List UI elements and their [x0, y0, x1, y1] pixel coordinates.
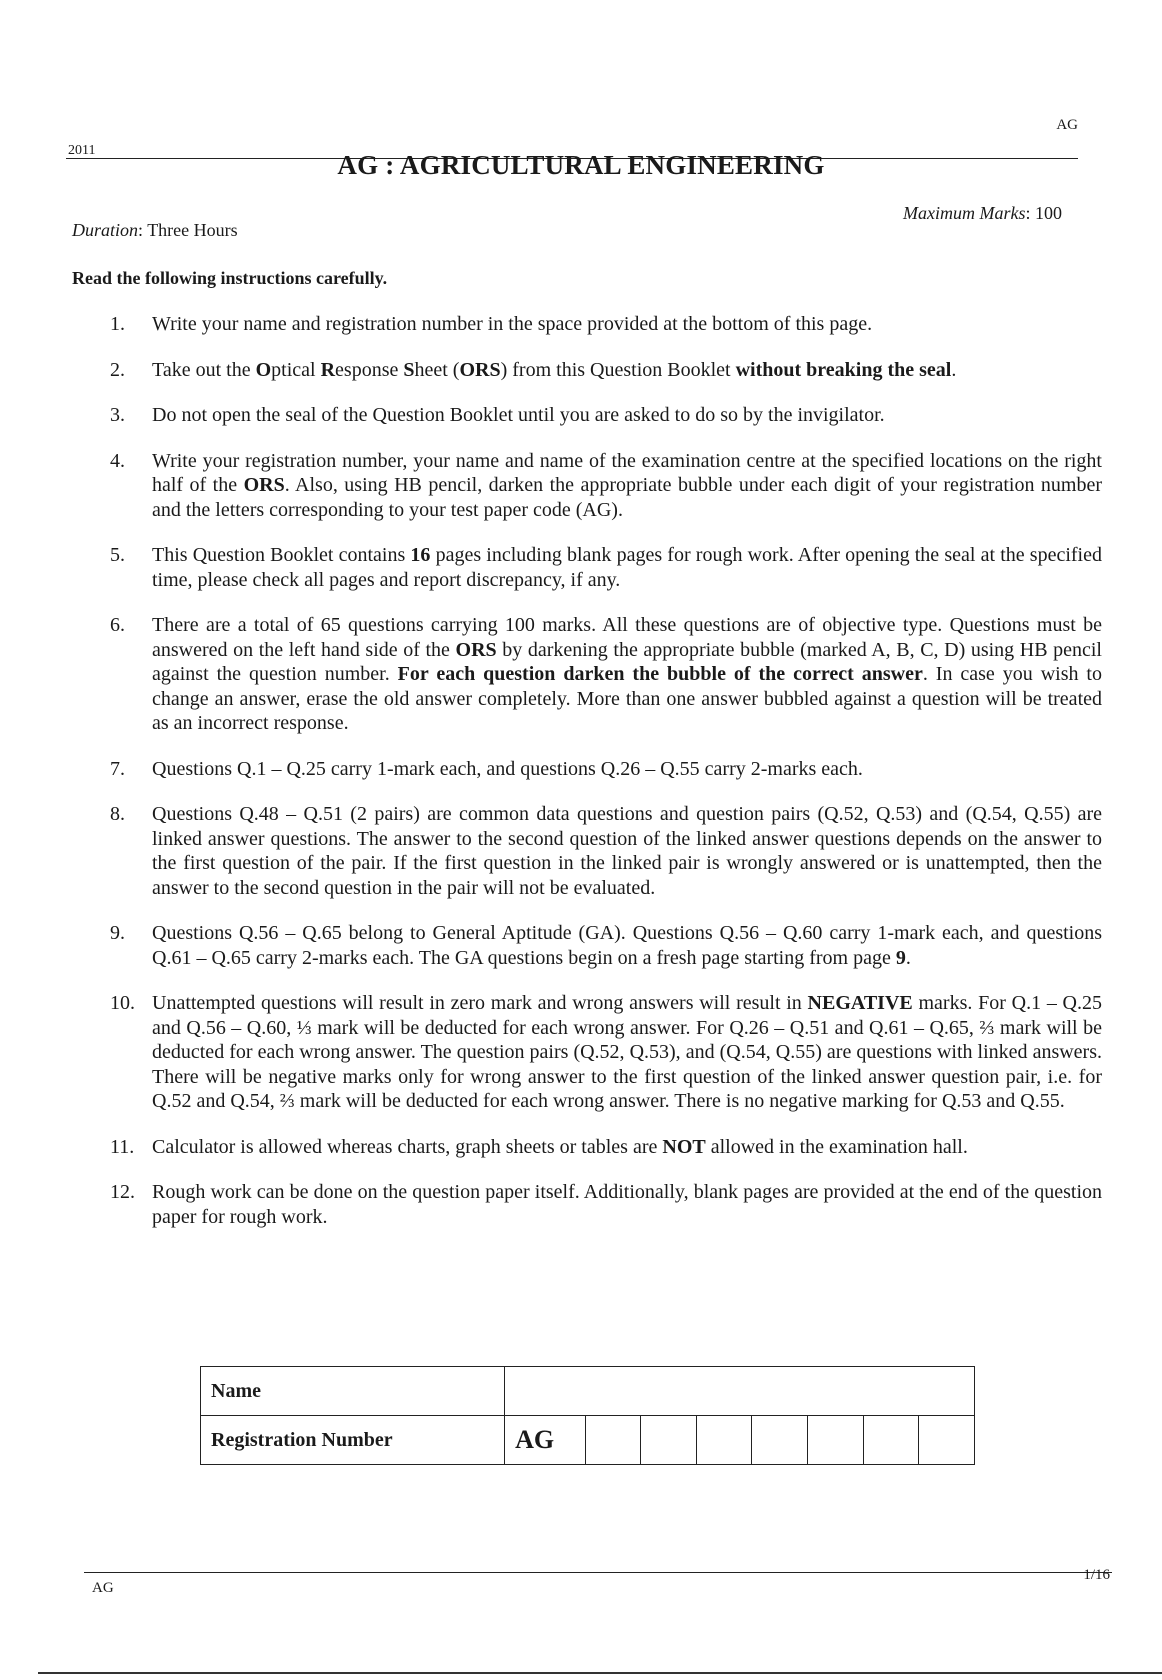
- registration-row: [201, 1416, 975, 1465]
- instruction-number: 9.: [110, 922, 125, 944]
- instruction-number: 3.: [110, 404, 125, 426]
- registration-digit-box[interactable]: [808, 1416, 864, 1465]
- instruction-number: 6.: [110, 614, 125, 636]
- instruction-fragment: .: [905, 946, 911, 969]
- registration-digit-box[interactable]: [585, 1416, 641, 1465]
- instruction-item: [110, 757, 1102, 782]
- registration-prefix: AG: [505, 1416, 585, 1465]
- instruction-fragment: pages including blank pages for rough work. After opening the seal at the specified time, please check all pages and report discrepancy, if any.: [152, 544, 1102, 591]
- instruction-fragment: heet (: [414, 358, 460, 381]
- paper-code-top: AG: [1056, 117, 1078, 133]
- instruction-emphasis: S: [403, 358, 415, 381]
- instruction-emphasis: For each question darken the bubble of the correct answer: [397, 663, 923, 685]
- instruction-emphasis: without breaking the seal: [735, 358, 952, 381]
- candidate-details-table: [200, 1366, 975, 1465]
- instruction-item: [110, 449, 1102, 523]
- name-label: Name: [201, 1367, 505, 1416]
- instruction-number: 10.: [110, 992, 135, 1014]
- registration-digit-box[interactable]: [641, 1416, 697, 1465]
- paper-code-footer: AG: [92, 1580, 114, 1596]
- duration-label: Duration: [72, 220, 139, 240]
- instruction-fragment: Rough work can be done on the question paper itself. Additionally, blank pages are provided at the end of the question paper for rough work.: [152, 1181, 1102, 1228]
- instruction-number: 12.: [110, 1181, 135, 1203]
- max-marks-label: Maximum Marks: [903, 203, 1026, 223]
- instruction-emphasis: 9: [895, 946, 906, 969]
- instruction-fragment: Calculator is allowed whereas charts, graph sheets or tables are: [152, 1135, 663, 1158]
- instruction-item: [110, 1180, 1102, 1229]
- instruction-fragment: Write your name and registration number in the space provided at the bottom of this page.: [152, 313, 873, 335]
- instruction-fragment: Questions Q.1 – Q.25 carry 1-mark each, and questions Q.26 – Q.55 carry 2-marks each.: [152, 757, 863, 780]
- instruction-emphasis: NEGATIVE: [807, 992, 913, 1014]
- paper-title: AG : AGRICULTURAL ENGINEERING: [337, 150, 825, 180]
- duration-value: : Three Hours: [138, 220, 238, 240]
- instruction-emphasis: R: [320, 358, 336, 381]
- instruction-item: [110, 312, 1102, 337]
- instruction-fragment: . In case you wish to change an answer, erase the old answer completely. More than one answer bubbled against a question will be treated as an incorrect response.: [152, 663, 1102, 734]
- instruction-fragment: by darkening the appropriate bubble (marked A, B, C, D) using HB pencil against the question number.: [152, 638, 1102, 685]
- instruction-item: [110, 1135, 1102, 1160]
- page-number: 1/16: [1083, 1567, 1110, 1583]
- instruction-fragment: allowed in the examination hall.: [705, 1135, 968, 1158]
- name-row: [201, 1367, 975, 1416]
- duration: [72, 220, 238, 241]
- instruction-number: 11.: [110, 1135, 135, 1158]
- instruction-emphasis: 16: [410, 544, 431, 566]
- instruction-number: 1.: [110, 313, 125, 335]
- registration-digit-box[interactable]: [919, 1416, 975, 1465]
- instruction-number: 7.: [110, 757, 125, 780]
- registration-digit-box[interactable]: [696, 1416, 752, 1465]
- instruction-fragment: ) from this Question Booklet: [500, 358, 736, 381]
- instruction-text: [152, 1135, 1102, 1160]
- instruction-text: [152, 543, 1102, 592]
- instruction-text: [152, 312, 1102, 337]
- instruction-emphasis: ORS: [243, 474, 285, 496]
- instruction-fragment: ptical: [271, 358, 321, 381]
- registration-number-label: Registration Number: [201, 1416, 505, 1465]
- instruction-text: [152, 358, 1102, 383]
- maximum-marks: [903, 203, 1062, 224]
- instruction-number: 8.: [110, 803, 125, 825]
- instruction-item: [110, 543, 1102, 592]
- instruction-number: 5.: [110, 544, 125, 566]
- instruction-item: [110, 613, 1102, 736]
- instructions-list: [110, 312, 1102, 1250]
- instruction-item: [110, 403, 1102, 428]
- instruction-fragment: Questions Q.48 – Q.51 (2 pairs) are common data questions and question pairs (Q.52, Q.53) and (Q.54, Q.55) are linked answer questions. The answer to the second question of the linked answer questions depends on the answer to the first question of the pair. If the first question in the linked pair is wrongly answered or is unattempted, then the answer to the second question in the pair will not be evaluated.: [152, 803, 1102, 899]
- footer-rule: [84, 1572, 1112, 1573]
- instruction-item: [110, 991, 1102, 1114]
- exam-year: 2011: [68, 143, 96, 158]
- instruction-text: [152, 802, 1102, 900]
- instruction-fragment: esponse: [335, 358, 404, 381]
- instruction-fragment: Do not open the seal of the Question Booklet until you are asked to do so by the invigilator.: [152, 404, 885, 426]
- instruction-fragment: marks. For Q.1 – Q.25 and Q.56 – Q.60, ⅓ mark will be deducted for each wrong answer. For Q.26 – Q.51 and Q.61 – Q.65, ⅔ mark will be deducted for each wrong answer. The question pairs (Q.52, Q.53), and (Q.54, Q.55) are questions with linked answers. There will be negative marks only for wrong answer to the first question of the linked answer question pair, i.e. for Q.52 and Q.54, ⅔ mark will be deducted for each wrong answer. There is no negative marking for Q.53 and Q.55.: [152, 992, 1102, 1112]
- registration-digit-box[interactable]: [752, 1416, 808, 1465]
- instruction-number: 2.: [110, 358, 125, 381]
- instruction-emphasis: ORS: [459, 358, 501, 381]
- instruction-fragment: Questions Q.56 – Q.65 belong to General Aptitude (GA). Questions Q.56 – Q.60 carry 1-mark each, and questions Q.61 – Q.65 carry 2-marks each. The GA questions begin on a fresh page starting from page: [152, 922, 1102, 969]
- instruction-fragment: .: [951, 358, 957, 381]
- name-entry-cell[interactable]: [505, 1367, 975, 1416]
- instruction-item: [110, 921, 1102, 970]
- instruction-emphasis: NOT: [662, 1135, 706, 1158]
- instruction-fragment: . Also, using HB pencil, darken the appropriate bubble under each digit of your registration number and the letters corresponding to your test paper code (AG).: [152, 474, 1102, 521]
- max-marks-value: : 100: [1025, 203, 1062, 223]
- instructions-heading: Read the following instructions carefully.: [72, 268, 388, 288]
- instruction-item: [110, 802, 1102, 900]
- instruction-emphasis: O: [255, 358, 272, 381]
- instruction-number: 4.: [110, 449, 125, 472]
- instruction-fragment: Write your registration number, your name and name of the examination centre at the specified locations on the right half of the: [152, 449, 1102, 496]
- scan-edge-line: [38, 1672, 1162, 1674]
- instruction-item: [110, 358, 1102, 383]
- instruction-text: [152, 757, 1102, 782]
- registration-digit-box[interactable]: [863, 1416, 919, 1465]
- instruction-text: [152, 1180, 1102, 1229]
- instruction-fragment: This Question Booklet contains: [152, 544, 411, 566]
- instruction-text: [152, 613, 1102, 736]
- instruction-emphasis: ORS: [455, 638, 497, 661]
- instruction-text: [152, 449, 1102, 523]
- instruction-text: [152, 921, 1102, 970]
- instruction-text: [152, 991, 1102, 1114]
- instruction-fragment: There are a total of 65 questions carrying 100 marks. All these questions are of objective type. Questions must be answered on the left hand side of the: [152, 614, 1102, 661]
- instruction-text: [152, 403, 1102, 428]
- instruction-fragment: Unattempted questions will result in zero mark and wrong answers will result in: [152, 992, 808, 1014]
- instruction-fragment: Take out the: [152, 358, 256, 381]
